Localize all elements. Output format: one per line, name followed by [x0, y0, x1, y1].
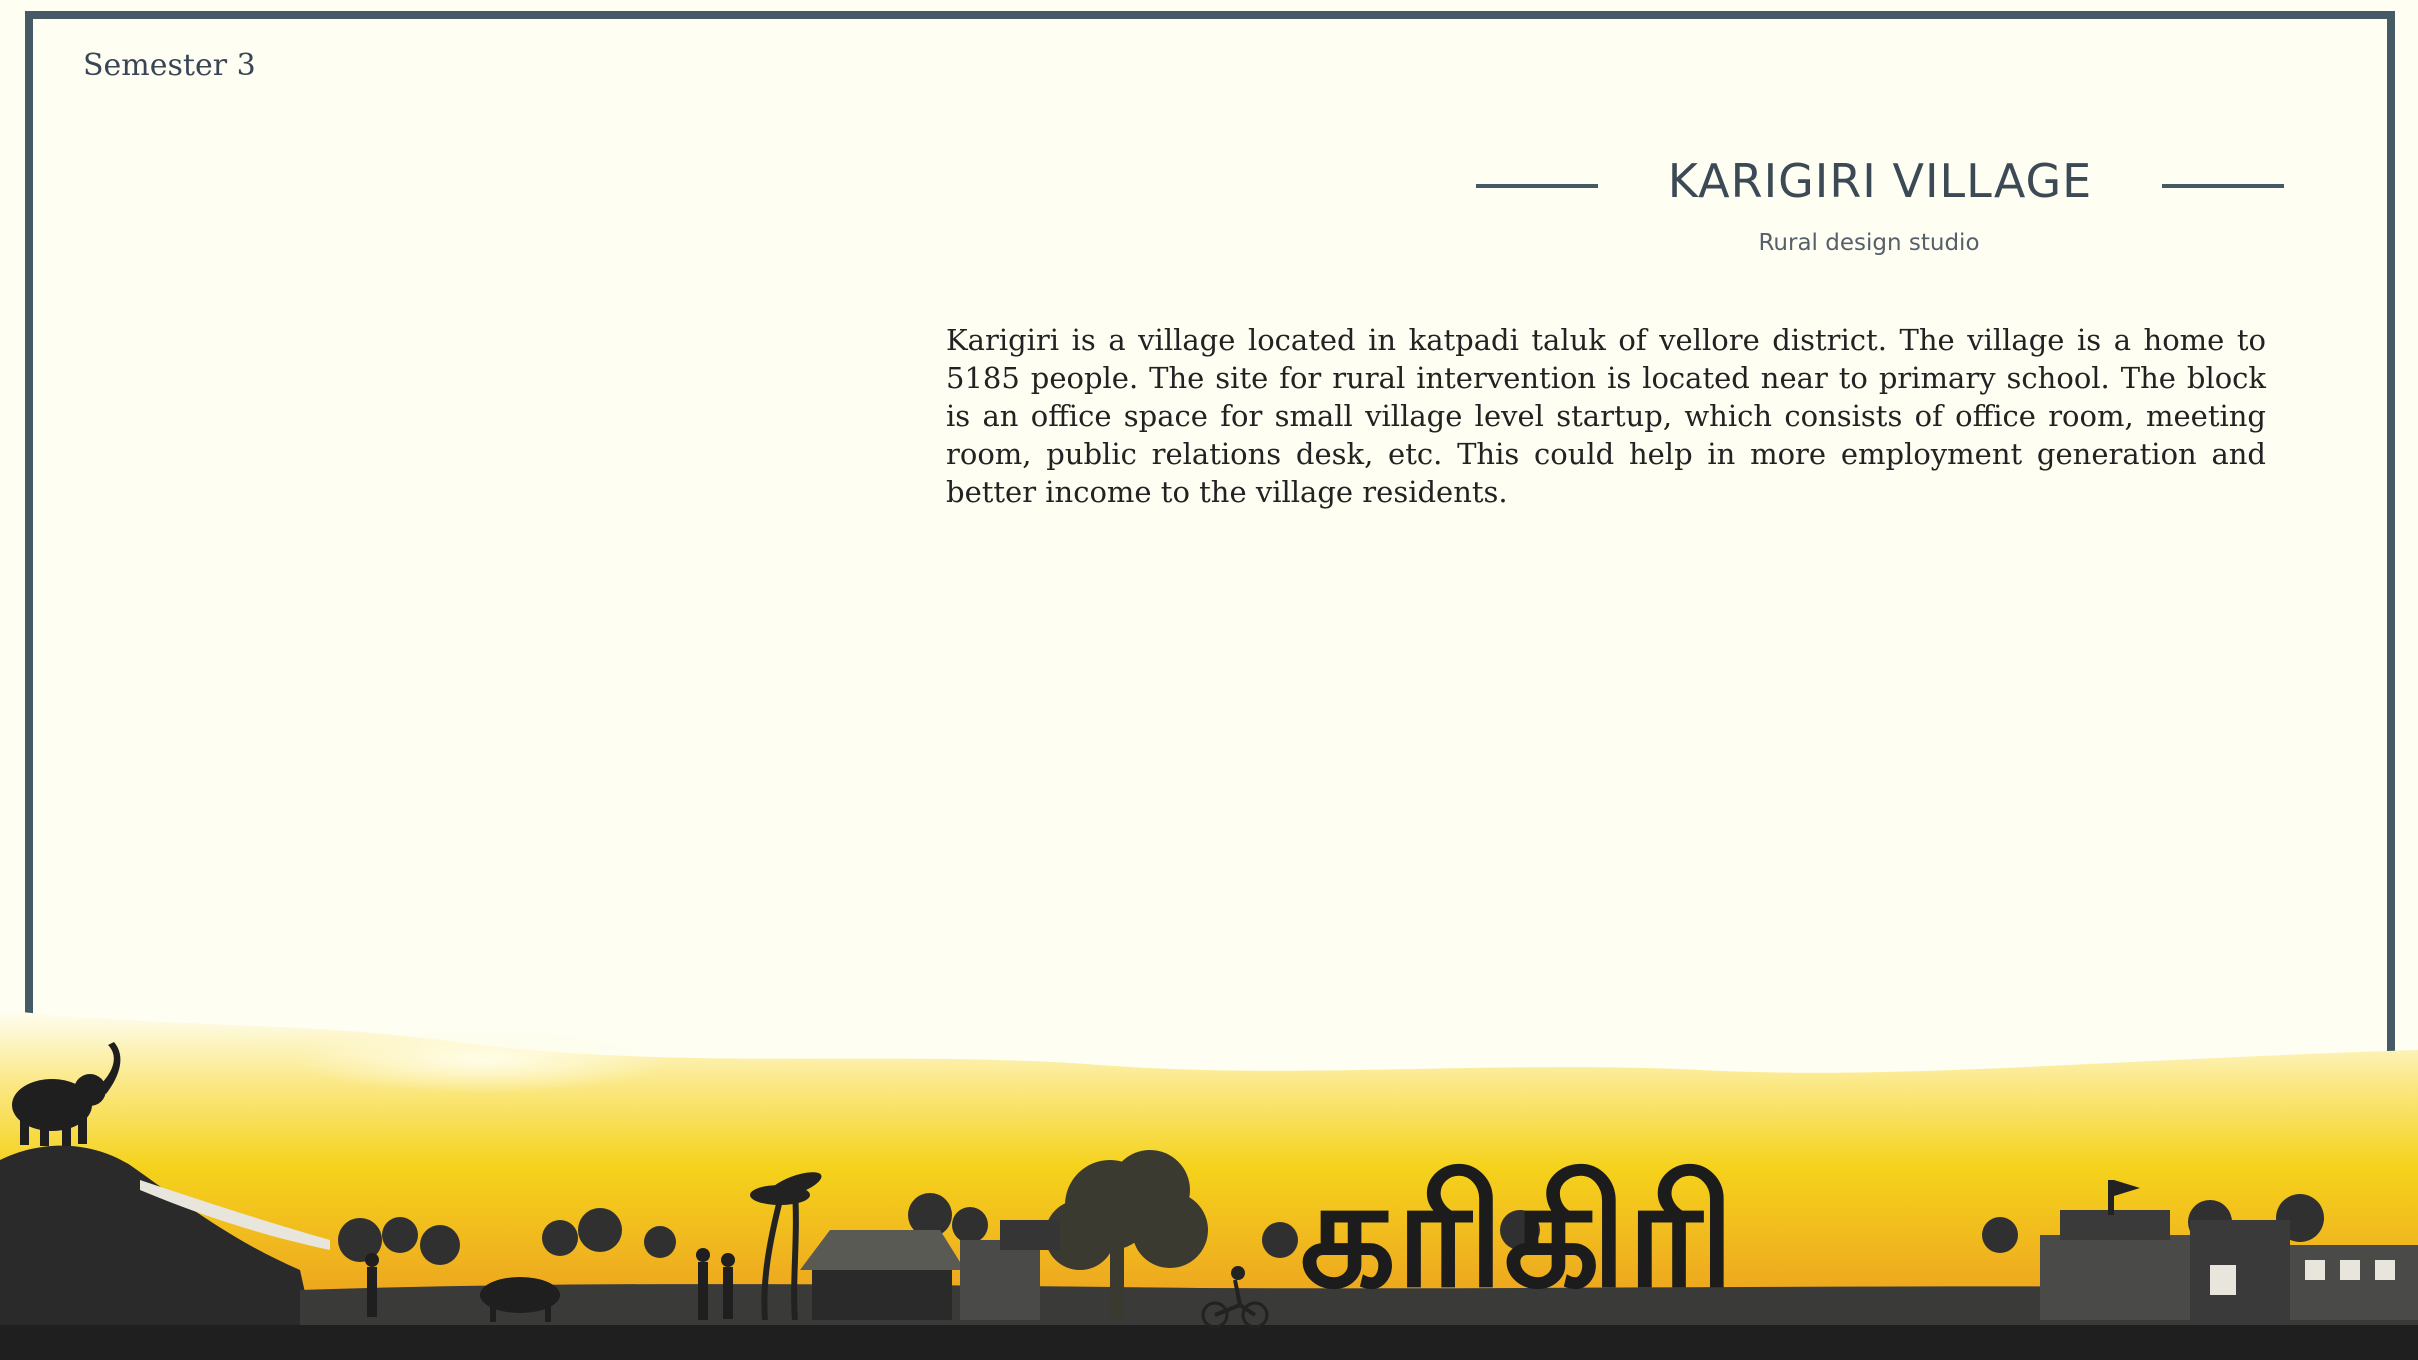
- tamil-village-name: கரிகிரி: [1300, 1147, 1735, 1321]
- title-block: [1476, 150, 2284, 220]
- title-rule-right: [2162, 184, 2284, 188]
- description-paragraph: Karigiri is a village located in katpadi taluk of vellore district. The village is a home to 5185 people. The site for rural intervention is located near to primary school. The block is an office space for small village level startup, which consists of office room, meeting room, public relations desk, etc. This could help in more employment generation and better income to the village residents.: [946, 323, 2266, 509]
- road-strip: [0, 1325, 2418, 1360]
- village-skyline-artwork: [0, 990, 2418, 1360]
- page-title: KARIGIRI VILLAGE: [1667, 154, 2093, 208]
- semester-label: Semester 3: [83, 48, 256, 83]
- village-illustration: [0, 990, 2418, 1360]
- sun-glow: [270, 1010, 1030, 1150]
- hut: [800, 1230, 965, 1320]
- page-subtitle: Rural design studio: [1758, 230, 1980, 256]
